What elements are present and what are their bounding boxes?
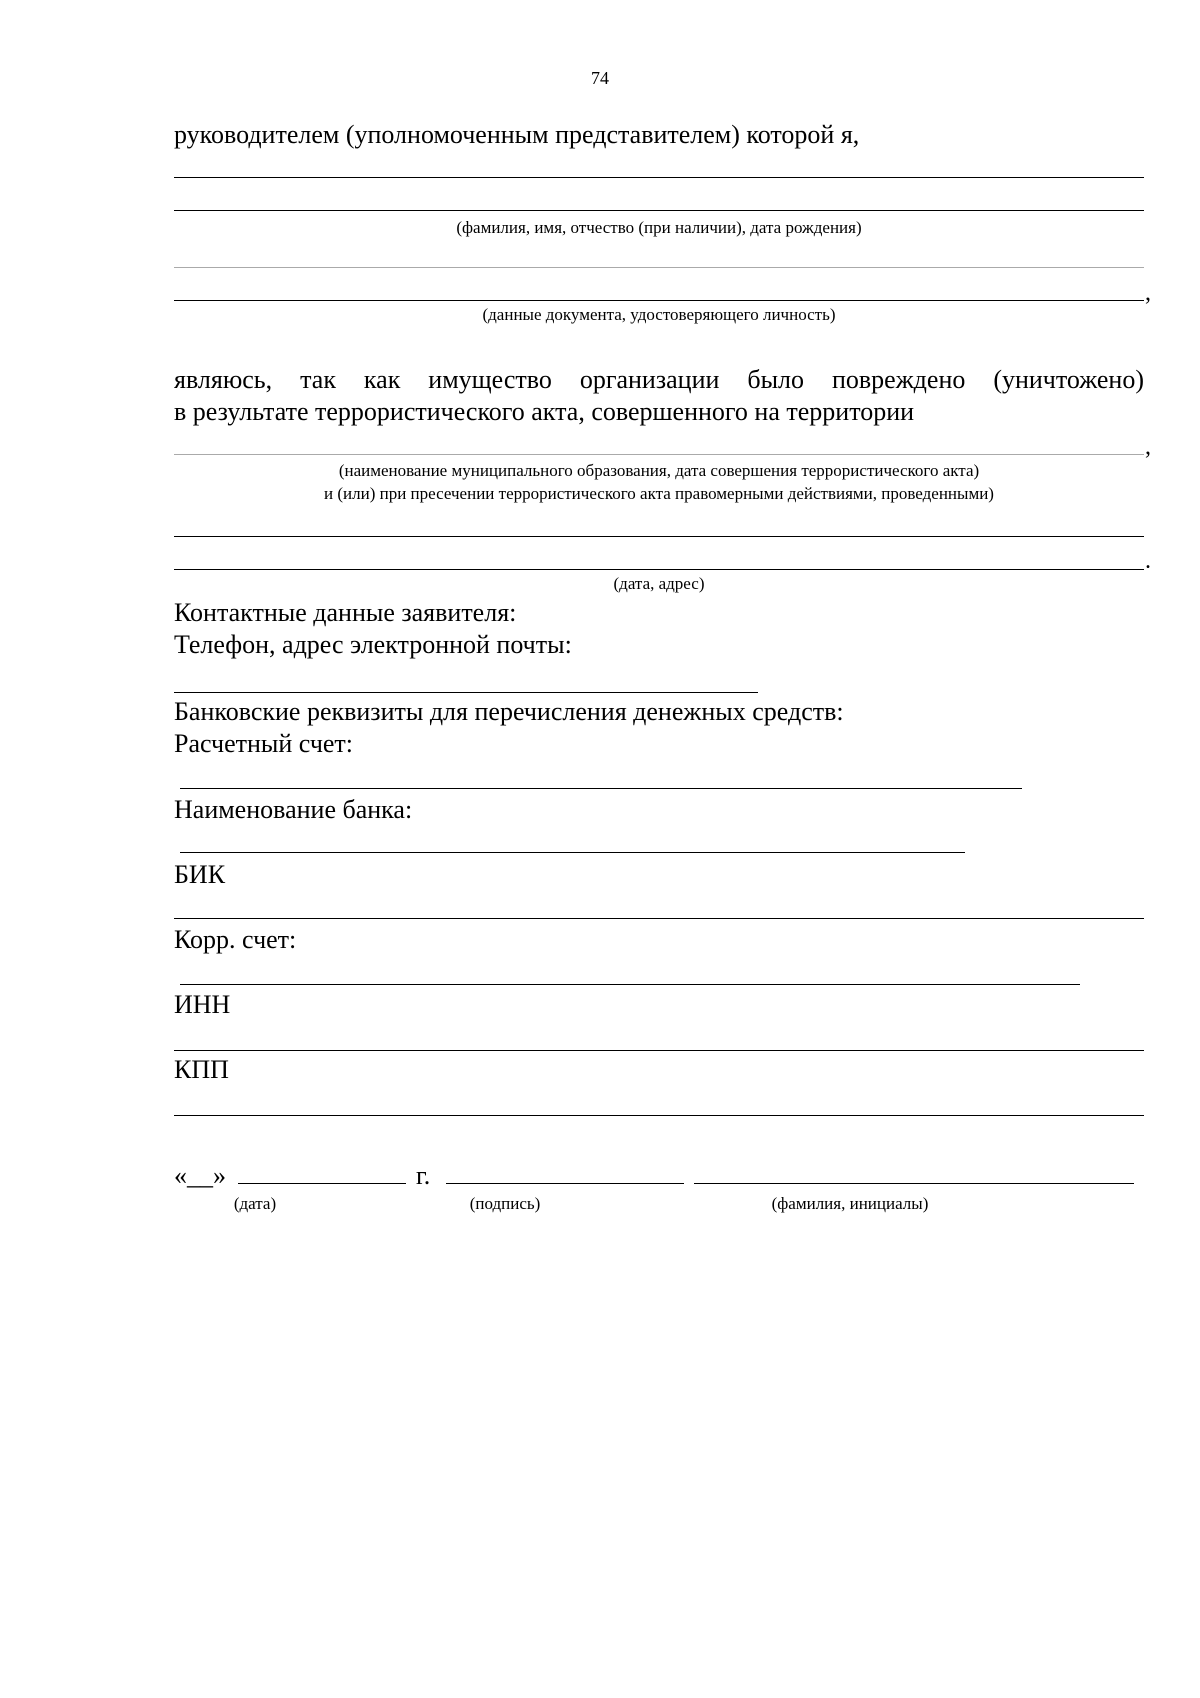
comma-document: , — [1145, 280, 1151, 306]
comma-municipality: , — [1145, 434, 1151, 460]
signature-date-day: «__» — [174, 1161, 226, 1190]
caption-fio: (фамилия, имя, отчество (при наличии), дата рождения) — [456, 218, 862, 237]
blank-line-municipality[interactable] — [174, 454, 1144, 455]
blank-line-account[interactable] — [180, 788, 1022, 789]
blank-line-document-2[interactable] — [174, 300, 1144, 301]
blank-line-phone-email[interactable] — [174, 692, 758, 693]
blank-line-fio-1[interactable] — [174, 177, 1144, 178]
contacts-phone-email-label: Телефон, адрес электронной почты: — [174, 630, 572, 659]
caption-municipality-2: и (или) при пресечении террористического акта правомерными действиями, проведенными) — [324, 484, 994, 503]
blank-line-inn[interactable] — [174, 1050, 1144, 1051]
blank-line-fio-2[interactable] — [174, 210, 1144, 211]
blank-line-document-1[interactable] — [174, 267, 1144, 268]
blank-line-date-address-2[interactable] — [174, 569, 1144, 570]
caption-signature-name: (фамилия, инициалы) — [771, 1194, 929, 1213]
corr-account-label: Корр. счет: — [174, 925, 297, 954]
blank-line-signature-name[interactable] — [694, 1183, 1134, 1184]
blank-line-corr-account[interactable] — [180, 984, 1080, 985]
intro-line: руководителем (уполномоченным представителем) которой я, — [174, 120, 860, 149]
inn-label: ИНН — [174, 990, 231, 1019]
caption-date-address: (дата, адрес) — [613, 574, 705, 593]
paragraph-line-2: в результате террористического акта, совершенного на территории — [174, 397, 915, 426]
caption-signature: (подпись) — [469, 1194, 541, 1213]
blank-line-kpp[interactable] — [174, 1115, 1144, 1116]
caption-document: (данные документа, удостоверяющего личность) — [482, 305, 836, 324]
blank-line-bank-name[interactable] — [180, 852, 965, 853]
caption-signature-date: (дата) — [233, 1194, 277, 1213]
kpp-label: КПП — [174, 1055, 229, 1084]
bank-name-label: Наименование банка: — [174, 795, 413, 824]
account-label: Расчетный счет: — [174, 729, 354, 758]
bik-label: БИК — [174, 860, 226, 889]
contacts-heading: Контактные данные заявителя: — [174, 598, 517, 627]
blank-line-date-address-1[interactable] — [174, 536, 1144, 537]
paragraph-line-1: являюсь, так как имущество организации было повреждено (уничтожено) — [174, 365, 1144, 394]
page-number: 74 — [591, 68, 609, 88]
caption-municipality-1: (наименование муниципального образования, дата совершения террористического акта) — [338, 461, 980, 480]
signature-year-suffix: г. — [416, 1161, 431, 1190]
blank-line-bik[interactable] — [174, 918, 1144, 919]
blank-line-signature[interactable] — [446, 1183, 684, 1184]
blank-line-signature-date[interactable] — [238, 1183, 406, 1184]
bank-heading: Банковские реквизиты для перечисления денежных средств: — [174, 697, 844, 726]
period-date-address: . — [1145, 548, 1151, 574]
